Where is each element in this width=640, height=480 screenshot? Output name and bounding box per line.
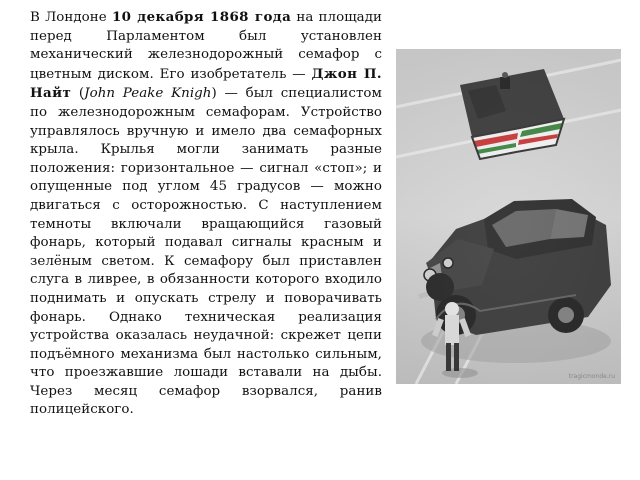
article-run-0: В Лондоне — [30, 10, 112, 25]
article-run-6: ) — был специалистом по железнодорожным семафорам. Устройство управлялось вручную и имело два семафорных крыла. Крылья могли занимать разные положения: горизонтальное — сигнал «стоп»; и опущенные под углом 45 градусов — можно двигаться с осторожностью. С наступлением темноты включали вращающийся газовый фонарь, который подавал сигналы красным и зелёным светом. К семафору был приставлен слуга в ливрее, в обязанности которого входило поднимать и опускать стрелу и поворачивать фонарь. Однако техническая реализация устройства оказалась неудачной: скрежет цепи подъёмного механизма был настолько сильным, что проезжавшие лошади вставали на дыбы. Через месяц семафор взорвался, ранив полицейского. — [30, 86, 382, 418]
article-paragraph — [30, 8, 382, 420]
article-run-5: John Peake Knigh — [84, 86, 212, 102]
traffic-signal-photo — [396, 49, 621, 384]
article-text-column — [30, 8, 382, 420]
photo-illustration — [396, 49, 621, 384]
article-run-2: на площади перед Парламентом был установлен механический железнодорожный семафор с цветным диском. Его изобретатель — — [30, 10, 382, 82]
article-run-3: Джон П. Найт — [30, 65, 382, 102]
article-run-4: ( — [71, 86, 85, 102]
photo-watermark: tragicmonde.ru — [568, 373, 615, 380]
article-run-1: 10 декабря 1868 года — [111, 9, 292, 25]
